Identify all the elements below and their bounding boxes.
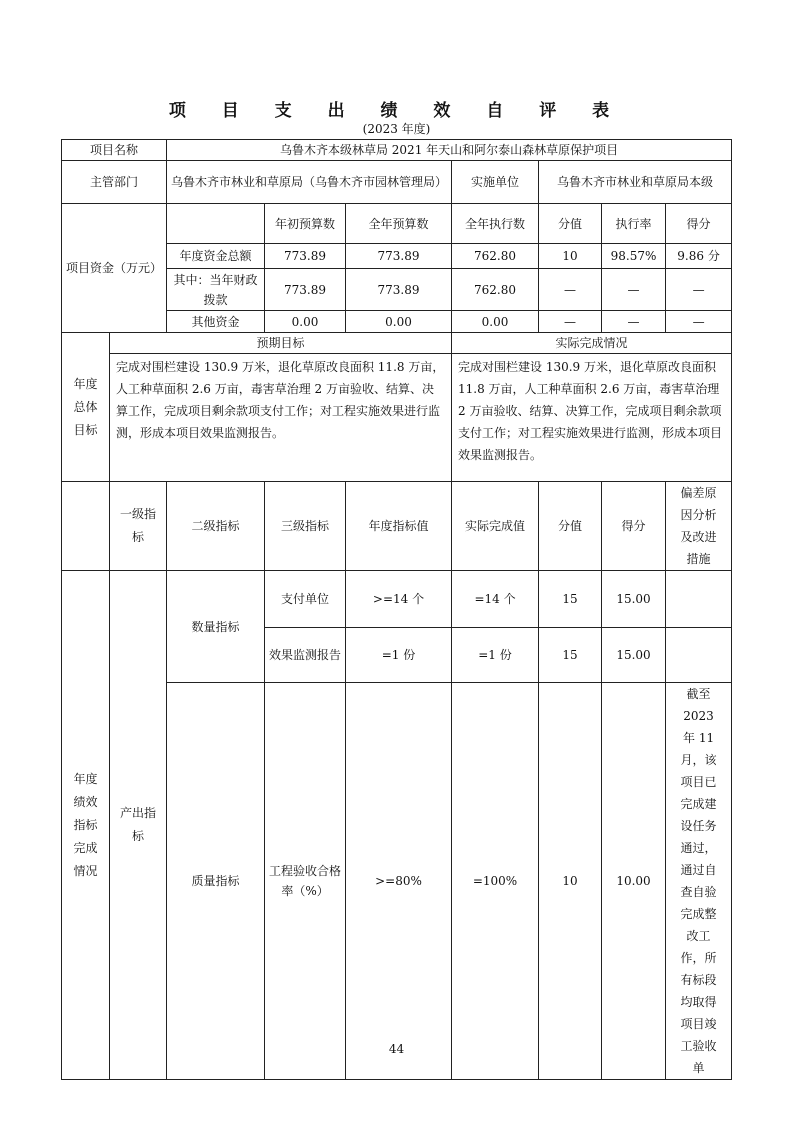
score-value: 15 — [539, 571, 602, 628]
level3-indicator: 工程验收合格率（%） — [265, 683, 346, 1080]
impl-value: 乌鲁木齐市林业和草原局本级 — [539, 161, 732, 204]
funds-cell: 762.80 — [452, 269, 539, 311]
funds-cell: 10 — [539, 244, 602, 269]
indicator-header: 实际完成值 — [452, 482, 539, 571]
evaluation-table — [61, 139, 732, 1080]
funds-header: 年初预算数 — [265, 204, 346, 244]
funds-row-label: 其他资金 — [167, 311, 265, 333]
funds-cell: 773.89 — [346, 269, 452, 311]
funds-header: 分值 — [539, 204, 602, 244]
funds-cell: — — [666, 311, 732, 333]
deviation-note: 截至 2023 年 11 月，该项目已完成建设任务通过，通过自查自验完成整改工作，所有标段均取得项目竣工验收单 — [666, 683, 732, 1080]
level3-indicator: 支付单位 — [265, 571, 346, 628]
funds-cell: 98.57% — [602, 244, 666, 269]
expected-goal-text: 完成对围栏建设 130.9 万米，退化草原改良面积 11.8 万亩，人工种草面积 2.6 万亩，毒害草治理 2 万亩验收、结算、决算工作，完成项目剩余款项支付工作；对工程实施效果进行监测，形成本项目效果监测报告。 — [110, 354, 452, 482]
funds-cell: 773.89 — [346, 244, 452, 269]
funds-cell: — — [666, 269, 732, 311]
actual-goal-label: 实际完成情况 — [452, 333, 732, 354]
impl-label: 实施单位 — [452, 161, 539, 204]
project-name-label: 项目名称 — [62, 140, 167, 161]
funds-cell: 0.00 — [265, 311, 346, 333]
funds-row-label: 其中：当年财政拨款 — [167, 269, 265, 311]
funds-cell: 773.89 — [265, 269, 346, 311]
project-name: 乌鲁木齐本级林草局 2021 年天山和阿尔泰山森林草原保护项目 — [167, 140, 732, 161]
dept-value: 乌鲁木齐市林业和草原局（乌鲁木齐市园林管理局） — [167, 161, 452, 204]
funds-header: 全年执行数 — [452, 204, 539, 244]
funds-header: 全年预算数 — [346, 204, 452, 244]
page-subtitle: (2023 年度) — [362, 122, 431, 136]
indicator-header: 一级指标 — [110, 482, 167, 571]
page-number: 44 — [388, 1042, 405, 1056]
score: 15.00 — [602, 571, 666, 628]
deviation-note — [666, 571, 732, 628]
actual-value: =100% — [452, 683, 539, 1080]
actual-goal-text: 完成对围栏建设 130.9 万米，退化草原改良面积 11.8 万亩，人工种草面积 2.6 万亩，毒害草治理 2 万亩验收、结算、决算工作，完成项目剩余款项支付工作；对工程实施效果进行监测，形成本项目效果监测报告。 — [452, 354, 732, 482]
funds-cell: — — [539, 269, 602, 311]
indicator-header-blank — [62, 482, 110, 571]
indicator-header: 二级指标 — [167, 482, 265, 571]
indicator-header: 分值 — [539, 482, 602, 571]
indicator-header: 得分 — [602, 482, 666, 571]
target-value: >=80% — [346, 683, 452, 1080]
expected-goal-label: 预期目标 — [110, 333, 452, 354]
funds-cell: — — [602, 311, 666, 333]
score-value: 10 — [539, 683, 602, 1080]
funds-cell: 0.00 — [452, 311, 539, 333]
funds-header: 执行率 — [602, 204, 666, 244]
deviation-note — [666, 628, 732, 683]
funds-cell: 773.89 — [265, 244, 346, 269]
level1-indicator: 产出指标 — [110, 571, 167, 1080]
indicator-header: 偏差原因分析及改进措施 — [666, 482, 732, 571]
goals-label: 年度总体目标 — [62, 333, 110, 482]
score-value: 15 — [539, 628, 602, 683]
funds-label: 项目资金（万元） — [62, 204, 167, 333]
score: 10.00 — [602, 683, 666, 1080]
score: 15.00 — [602, 628, 666, 683]
funds-cell: 0.00 — [346, 311, 452, 333]
funds-cell: 762.80 — [452, 244, 539, 269]
indicator-header: 年度指标值 — [346, 482, 452, 571]
funds-header-blank — [167, 204, 265, 244]
target-value: =1 份 — [346, 628, 452, 683]
funds-header: 得分 — [666, 204, 732, 244]
performance-section-label: 年度绩效指标完成情况 — [62, 571, 110, 1080]
funds-cell: 9.86 分 — [666, 244, 732, 269]
funds-cell: — — [539, 311, 602, 333]
quality-indicator: 质量指标 — [167, 683, 265, 1080]
actual-value: =14 个 — [452, 571, 539, 628]
quantity-indicator: 数量指标 — [167, 571, 265, 683]
page-title: 项 目 支 出 绩 效 自 评 表 — [168, 101, 625, 121]
actual-value: =1 份 — [452, 628, 539, 683]
dept-label: 主管部门 — [62, 161, 167, 204]
indicator-header: 三级指标 — [265, 482, 346, 571]
funds-cell: — — [602, 269, 666, 311]
funds-row-label: 年度资金总额 — [167, 244, 265, 269]
target-value: >=14 个 — [346, 571, 452, 628]
level3-indicator: 效果监测报告 — [265, 628, 346, 683]
